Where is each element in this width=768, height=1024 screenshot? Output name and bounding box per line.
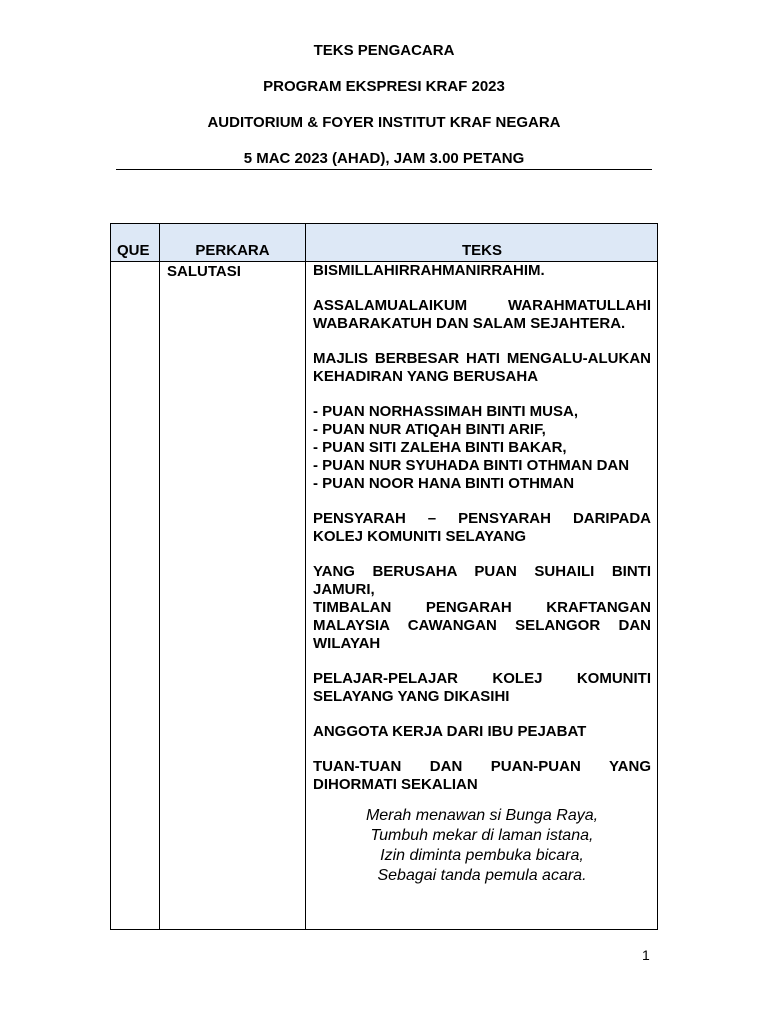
teks-line: MAJLIS BERBESAR HATI MENGALU-ALUKAN KEHADIRAN YANG BERUSAHA xyxy=(313,350,651,385)
pantun-line: Sebagai tanda pemula acara. xyxy=(377,867,587,884)
column-divider xyxy=(159,224,160,929)
script-table xyxy=(110,223,658,930)
teks-cell xyxy=(313,262,651,886)
teks-line: PENSYARAH – PENSYARAH DARIPADA KOLEJ KOMUNITI SELAYANG xyxy=(313,510,651,545)
teks-line: PELAJAR-PELAJAR KOLEJ KOMUNITI SELAYANG YANG DIKASIHI xyxy=(313,670,651,705)
document-title: TEKS PENGACARA xyxy=(313,42,455,59)
teks-line: ASSALAMUALAIKUM WARAHMATULLAHI WABARAKATUH DAN SALAM SEJAHTERA. xyxy=(313,297,651,332)
column-header-que: QUE xyxy=(117,242,150,259)
column-header-teks: TEKS xyxy=(461,242,502,259)
guest-list-item: - PUAN NORHASSIMAH BINTI MUSA, xyxy=(313,403,578,420)
guest-list-item: - PUAN NUR SYUHADA BINTI OTHMAN DAN xyxy=(313,457,630,474)
pantun-line: Tumbuh mekar di laman istana, xyxy=(370,827,594,844)
guest-list-item: - PUAN NOOR HANA BINTI OTHMAN xyxy=(313,475,575,492)
perkara-cell: SALUTASI xyxy=(167,263,241,280)
teks-line: TIMBALAN PENGARAH KRAFTANGAN MALAYSIA CAWANGAN SELANGOR DAN WILAYAH xyxy=(313,599,651,652)
column-divider xyxy=(305,224,306,929)
pantun-line: Merah menawan si Bunga Raya, xyxy=(365,807,599,824)
program-name: PROGRAM EKSPRESI KRAF 2023 xyxy=(263,78,505,95)
teks-line: BISMILLAHIRRAHMANIRRAHIM. xyxy=(313,262,545,279)
guest-list-item: - PUAN SITI ZALEHA BINTI BAKAR, xyxy=(313,439,567,456)
pantun xyxy=(313,806,651,886)
column-header-perkara: PERKARA xyxy=(195,242,270,259)
pantun-line: Izin diminta pembuka bicara, xyxy=(380,847,584,864)
teks-line: YANG BERUSAHA PUAN SUHAILI BINTI JAMURI, xyxy=(313,563,651,598)
guest-list-item: - PUAN NUR ATIQAH BINTI ARIF, xyxy=(313,421,546,438)
header-divider xyxy=(116,169,652,170)
teks-line: TUAN-TUAN DAN PUAN-PUAN YANG DIHORMATI SEKALIAN xyxy=(313,758,651,793)
venue: AUDITORIUM & FOYER INSTITUT KRAF NEGARA xyxy=(207,114,561,131)
teks-line: ANGGOTA KERJA DARI IBU PEJABAT xyxy=(313,723,587,740)
page-number: 1 xyxy=(642,947,650,963)
date-time: 5 MAC 2023 (AHAD), JAM 3.00 PETANG xyxy=(243,150,525,167)
